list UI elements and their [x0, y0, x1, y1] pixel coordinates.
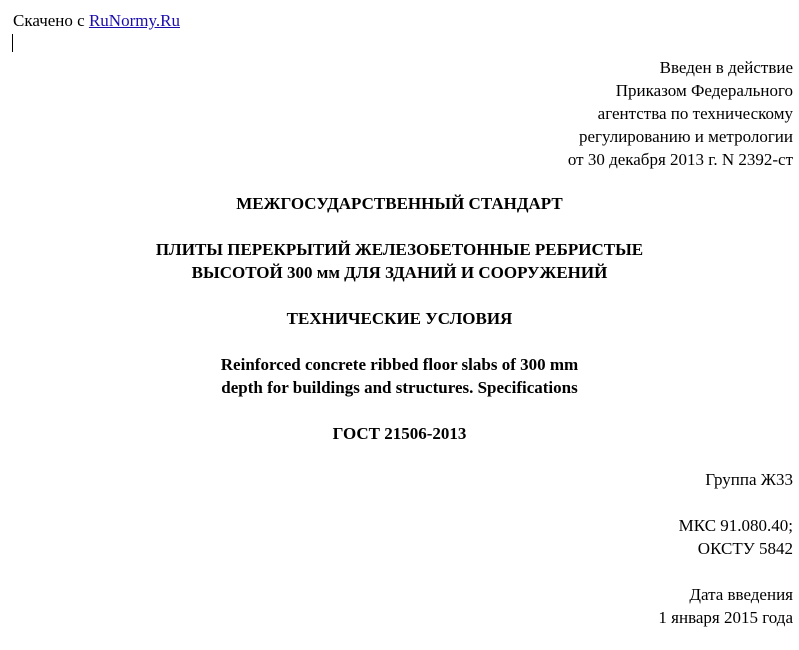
- effective-date-value: 1 января 2015 года: [658, 608, 793, 627]
- standard-type-text: МЕЖГОСУДАРСТВЕННЫЙ СТАНДАРТ: [236, 194, 563, 213]
- source-line: [13, 9, 180, 32]
- mks-code: МКС 91.080.40;: [678, 516, 793, 535]
- source-link[interactable]: RuNormy.Ru: [88, 11, 180, 30]
- group-block: [705, 468, 793, 491]
- approval-line: агентства по техническому: [597, 104, 793, 123]
- source-prefix: Скачено с: [13, 11, 85, 30]
- text-cursor: [12, 34, 13, 52]
- gost-number: [0, 422, 799, 445]
- approval-line: Введен в действие: [659, 58, 793, 77]
- document-title: [0, 238, 799, 284]
- document-title-line: ПЛИТЫ ПЕРЕКРЫТИЙ ЖЕЛЕЗОБЕТОННЫЕ РЕБРИСТЫЕ: [155, 240, 644, 259]
- document-title-line: ВЫСОТОЙ 300 мм ДЛЯ ЗДАНИЙ И СООРУЖЕНИЙ: [191, 263, 608, 282]
- okstu-code: ОКСТУ 5842: [697, 539, 793, 558]
- approval-line: Приказом Федерального: [615, 81, 793, 100]
- standard-type-heading: [0, 192, 799, 215]
- gost-number-text: ГОСТ 21506-2013: [332, 424, 467, 443]
- group-text: Группа Ж33: [705, 470, 793, 489]
- english-title: [0, 353, 799, 399]
- approval-line: регулированию и метрологии: [578, 127, 793, 146]
- conditions-text: ТЕХНИЧЕСКИЕ УСЛОВИЯ: [286, 309, 513, 328]
- english-title-line: depth for buildings and structures. Specifications: [221, 378, 578, 397]
- classification-codes: [679, 514, 793, 560]
- effective-date-label: Дата введения: [689, 585, 793, 604]
- conditions-heading: [0, 307, 799, 330]
- approval-block: [568, 56, 793, 171]
- english-title-line: Reinforced concrete ribbed floor slabs of 300 mm: [220, 355, 579, 374]
- effective-date-block: [658, 583, 793, 629]
- approval-line: от 30 декабря 2013 г. N 2392-ст: [567, 150, 793, 169]
